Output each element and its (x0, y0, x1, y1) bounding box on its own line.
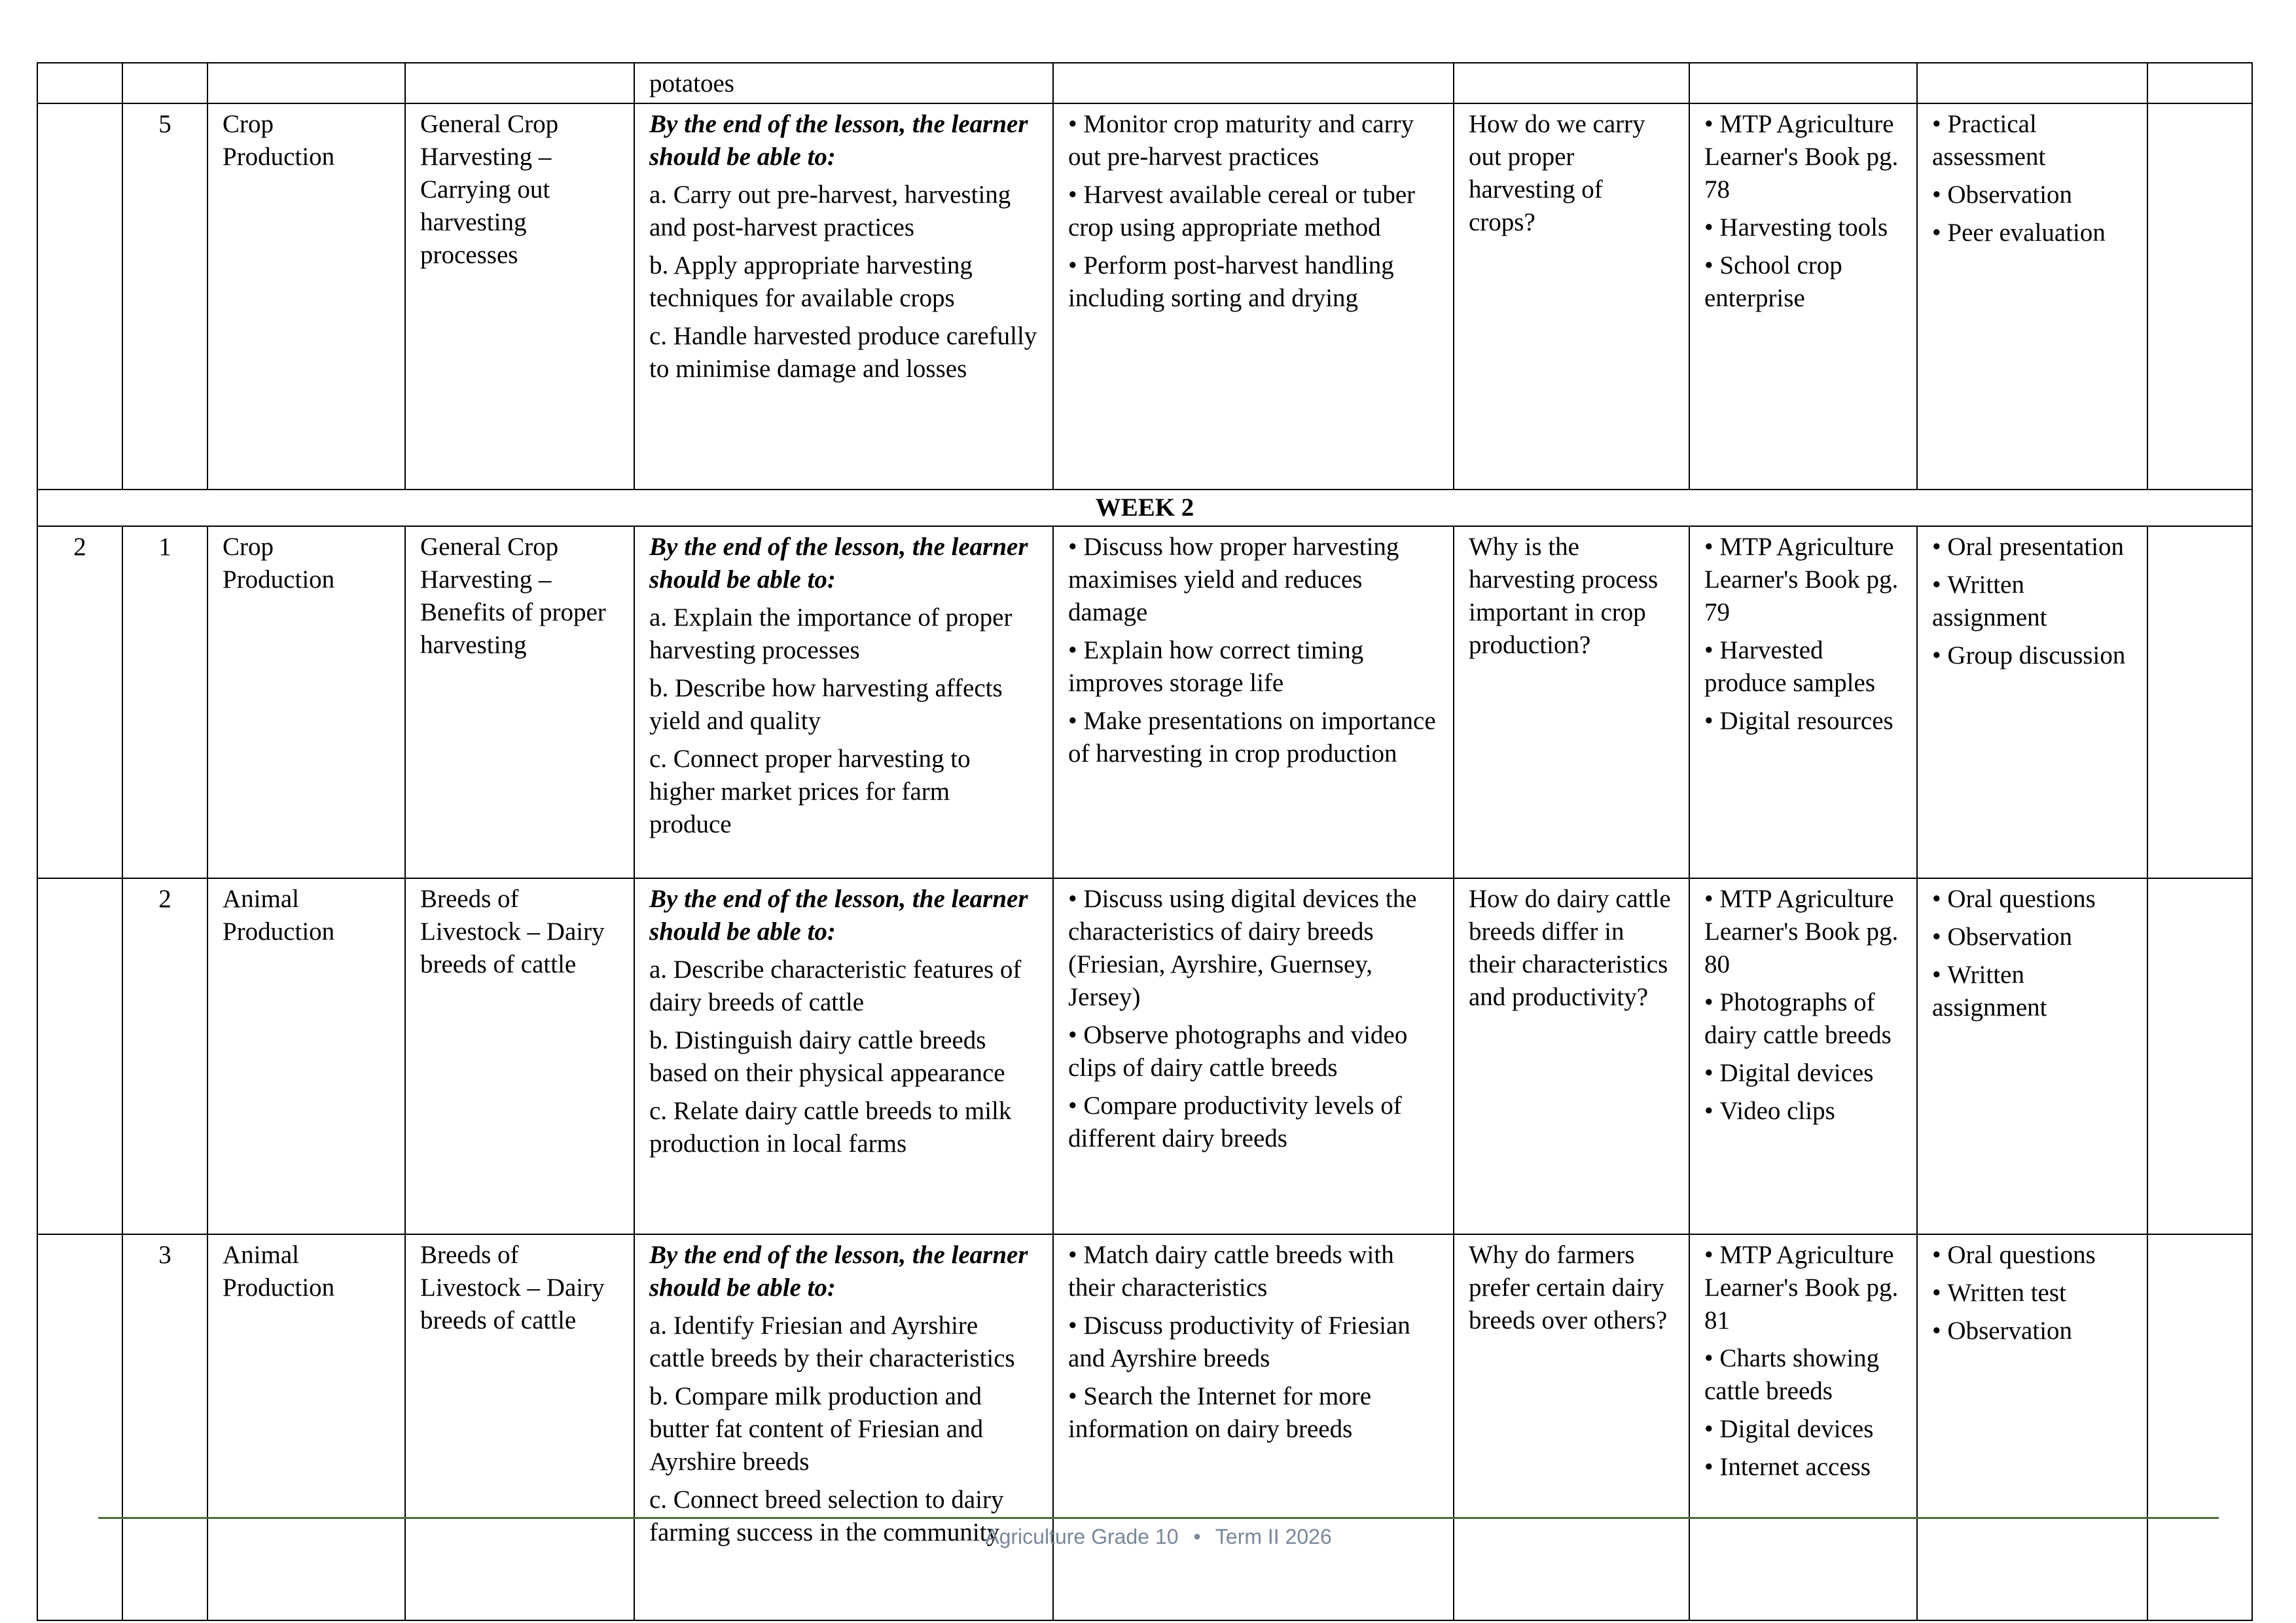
experience-item: • Search the Internet for more information on dairy breeds (1068, 1380, 1439, 1446)
experience-item: • Discuss using digital devices the characteristics of dairy breeds (Friesian, Ayrshire, Guernsey, Jersey) (1068, 883, 1439, 1014)
outcome-item: a. Carry out pre-harvest, harvesting and post-harvest practices (649, 181, 1011, 241)
lesson-row (37, 878, 2252, 1234)
assessment-list (1932, 1239, 2132, 1347)
outcome-item: c. Connect breed selection to dairy farming success in the community (649, 1486, 1004, 1546)
sub-strand-cell (405, 103, 634, 490)
carryover-row (37, 63, 2252, 103)
assessment-item: • Observation (1932, 1315, 2132, 1347)
resource-item: • Digital devices (1704, 1057, 1902, 1090)
lesson-cell (122, 878, 207, 1234)
lesson-text: 1 (158, 533, 171, 561)
remarks-cell (2147, 1234, 2252, 1620)
assessment-item: • Observation (1932, 921, 2132, 954)
sub-strand-text: Breeds of Livestock – Dairy breeds of cattle (420, 1241, 605, 1334)
resource-item: • Video clips (1704, 1095, 1902, 1128)
outcomes-lead: By the end of the lesson, the learner should be able to: (649, 1241, 1028, 1302)
experiences-list (1068, 108, 1439, 315)
experiences-cell (1053, 526, 1454, 878)
week-heading: WEEK 2 (37, 490, 2252, 526)
lesson-cell (122, 103, 207, 490)
experiences-cell (1053, 1234, 1454, 1620)
assessment-item: • Group discussion (1932, 639, 2132, 672)
assessment-item: • Oral questions (1932, 1239, 2132, 1272)
footer-rule (98, 1517, 2219, 1519)
experience-item: • Monitor crop maturity and carry out pre-harvest practices (1068, 108, 1439, 173)
outcome-item: c. Handle harvested produce carefully to minimise damage and losses (649, 322, 1037, 383)
resources-cell (1689, 103, 1917, 490)
strand-cell (207, 878, 405, 1234)
lesson-text: 3 (158, 1241, 171, 1269)
inquiry-cell (1454, 63, 1689, 103)
assessment-item: • Written assignment (1932, 569, 2132, 634)
footer-subject: Agriculture Grade 10 (985, 1525, 1179, 1548)
outcome-item: b. Describe how harvesting affects yield and quality (649, 674, 1003, 735)
sub-strand-text: General Crop Harvesting – Benefits of proper harvesting (420, 533, 606, 659)
experience-item: • Perform post-harvest handling including sorting and drying (1068, 249, 1439, 315)
resource-item: • Digital devices (1704, 1413, 1902, 1446)
strand-text: Crop Production (223, 533, 335, 594)
assessment-cell (1917, 63, 2147, 103)
strand-text: Animal Production (223, 1241, 335, 1302)
assessment-list (1932, 531, 2132, 672)
experience-item: • Make presentations on importance of harvesting in crop production (1068, 705, 1439, 770)
remarks-cell (2147, 103, 2252, 490)
week-cell (37, 63, 122, 103)
resource-item: • MTP Agriculture Learner's Book pg. 80 (1704, 883, 1902, 981)
outcome-item: b. Distinguish dairy cattle breeds based on their physical appearance (649, 1026, 1005, 1087)
assessment-list (1932, 883, 2132, 1024)
outcome-item: b. Compare milk production and butter fat content of Friesian and Ayrshire breeds (649, 1382, 984, 1476)
week-cell (37, 1234, 122, 1620)
experience-item: • Observe photographs and video clips of dairy cattle breeds (1068, 1019, 1439, 1084)
sub-strand-cell (405, 878, 634, 1234)
strand-text: Crop Production (223, 110, 335, 171)
resources-list (1704, 108, 1902, 315)
inquiry-cell (1454, 1234, 1689, 1620)
remarks-cell (2147, 526, 2252, 878)
sub-strand-cell (405, 526, 634, 878)
strand-cell (207, 1234, 405, 1620)
outcomes-cell (634, 878, 1053, 1234)
assessment-item: • Written assignment (1932, 959, 2132, 1024)
assessment-item: • Observation (1932, 179, 2132, 211)
resource-item: • Digital resources (1704, 705, 1902, 738)
inquiry-cell (1454, 103, 1689, 490)
strand-cell (207, 63, 405, 103)
sub-strand-text: Breeds of Livestock – Dairy breeds of cattle (420, 885, 605, 978)
resource-item: • MTP Agriculture Learner's Book pg. 81 (1704, 1239, 1902, 1337)
outcomes-cell (634, 103, 1053, 490)
carryover-text: potatoes (649, 69, 734, 98)
experience-item: • Discuss how proper harvesting maximises yield and reduces damage (1068, 531, 1439, 629)
inquiry-text: Why is the harvesting process important in crop production? (1469, 533, 1659, 659)
resource-item: • School crop enterprise (1704, 249, 1902, 315)
resource-item: • Photographs of dairy cattle breeds (1704, 986, 1902, 1052)
resources-list (1704, 883, 1902, 1128)
outcomes-cell (634, 526, 1053, 878)
assessment-item: • Practical assessment (1932, 108, 2132, 173)
assessment-cell (1917, 878, 2147, 1234)
footer-separator: • (1193, 1525, 1201, 1548)
resources-list (1704, 1239, 1902, 1484)
outcomes-lead: By the end of the lesson, the learner should be able to: (649, 533, 1028, 594)
week-header-row (37, 490, 2252, 526)
experiences-cell (1053, 103, 1454, 490)
assessment-list (1932, 108, 2132, 249)
remarks-cell (2147, 63, 2252, 103)
sub-strand-cell (405, 63, 634, 103)
assessment-item: • Peer evaluation (1932, 217, 2132, 249)
page-footer (98, 1525, 2219, 1549)
lesson-text: 2 (158, 885, 171, 913)
resources-cell (1689, 63, 1917, 103)
resources-cell (1689, 878, 1917, 1234)
assessment-cell (1917, 1234, 2147, 1620)
experience-item: • Harvest available cereal or tuber crop using appropriate method (1068, 179, 1439, 244)
inquiry-cell (1454, 526, 1689, 878)
inquiry-text: Why do farmers prefer certain dairy breeds over others? (1469, 1241, 1668, 1334)
week-cell (37, 878, 122, 1234)
inquiry-text: How do we carry out proper harvesting of crops? (1469, 110, 1645, 236)
outcomes-cell (634, 63, 1053, 103)
outcome-item: b. Apply appropriate harvesting techniques for available crops (649, 251, 973, 312)
outcome-item: c. Connect proper harvesting to higher market prices for farm produce (649, 745, 971, 838)
experiences-list (1068, 1239, 1439, 1446)
sub-strand-cell (405, 1234, 634, 1620)
assessment-item: • Written test (1932, 1277, 2132, 1310)
resource-item: • MTP Agriculture Learner's Book pg. 79 (1704, 531, 1902, 629)
experiences-cell (1053, 63, 1454, 103)
lesson-row (37, 1234, 2252, 1620)
sub-strand-text: General Crop Harvesting – Carrying out harvesting processes (420, 110, 559, 269)
resources-cell (1689, 1234, 1917, 1620)
outcome-item: a. Identify Friesian and Ayrshire cattle breeds by their characteristics (649, 1311, 1015, 1372)
inquiry-text: How do dairy cattle breeds differ in their characteristics and productivity? (1469, 885, 1671, 1011)
resource-item: • MTP Agriculture Learner's Book pg. 78 (1704, 108, 1902, 206)
experience-item: • Explain how correct timing improves storage life (1068, 634, 1439, 700)
strand-text: Animal Production (223, 885, 335, 946)
resource-item: • Harvesting tools (1704, 211, 1902, 244)
week-text: 2 (73, 533, 86, 561)
assessment-item: • Oral questions (1932, 883, 2132, 916)
assessment-cell (1917, 103, 2147, 490)
experience-item: • Match dairy cattle breeds with their characteristics (1068, 1239, 1439, 1304)
outcomes-cell (634, 1234, 1053, 1620)
lesson-cell (122, 1234, 207, 1620)
experiences-list (1068, 531, 1439, 770)
resources-list (1704, 531, 1902, 738)
resource-item: • Charts showing cattle breeds (1704, 1342, 1902, 1408)
remarks-cell (2147, 878, 2252, 1234)
week-cell (37, 526, 122, 878)
outcome-item: a. Describe characteristic features of dairy breeds of cattle (649, 955, 1022, 1016)
experiences-list (1068, 883, 1439, 1155)
resources-cell (1689, 526, 1917, 878)
lesson-row (37, 526, 2252, 878)
experience-item: • Compare productivity levels of different dairy breeds (1068, 1090, 1439, 1155)
experiences-cell (1053, 878, 1454, 1234)
experience-item: • Discuss productivity of Friesian and Ayrshire breeds (1068, 1310, 1439, 1375)
lesson-cell (122, 526, 207, 878)
scheme-of-work-table (37, 62, 2253, 1621)
footer-term: Term II 2026 (1215, 1525, 1332, 1548)
outcome-item: c. Relate dairy cattle breeds to milk production in local farms (649, 1097, 1012, 1158)
resource-item: • Harvested produce samples (1704, 634, 1902, 700)
inquiry-cell (1454, 878, 1689, 1234)
assessment-item: • Oral presentation (1932, 531, 2132, 563)
strand-cell (207, 103, 405, 490)
strand-cell (207, 526, 405, 878)
resource-item: • Internet access (1704, 1451, 1902, 1484)
outcome-item: a. Explain the importance of proper harvesting processes (649, 603, 1013, 664)
outcomes-lead: By the end of the lesson, the learner should be able to: (649, 110, 1028, 171)
outcomes-lead: By the end of the lesson, the learner should be able to: (649, 885, 1028, 946)
week-cell (37, 103, 122, 490)
lesson-row (37, 103, 2252, 490)
lesson-text: 5 (158, 110, 171, 138)
assessment-cell (1917, 526, 2147, 878)
lesson-cell (122, 63, 207, 103)
